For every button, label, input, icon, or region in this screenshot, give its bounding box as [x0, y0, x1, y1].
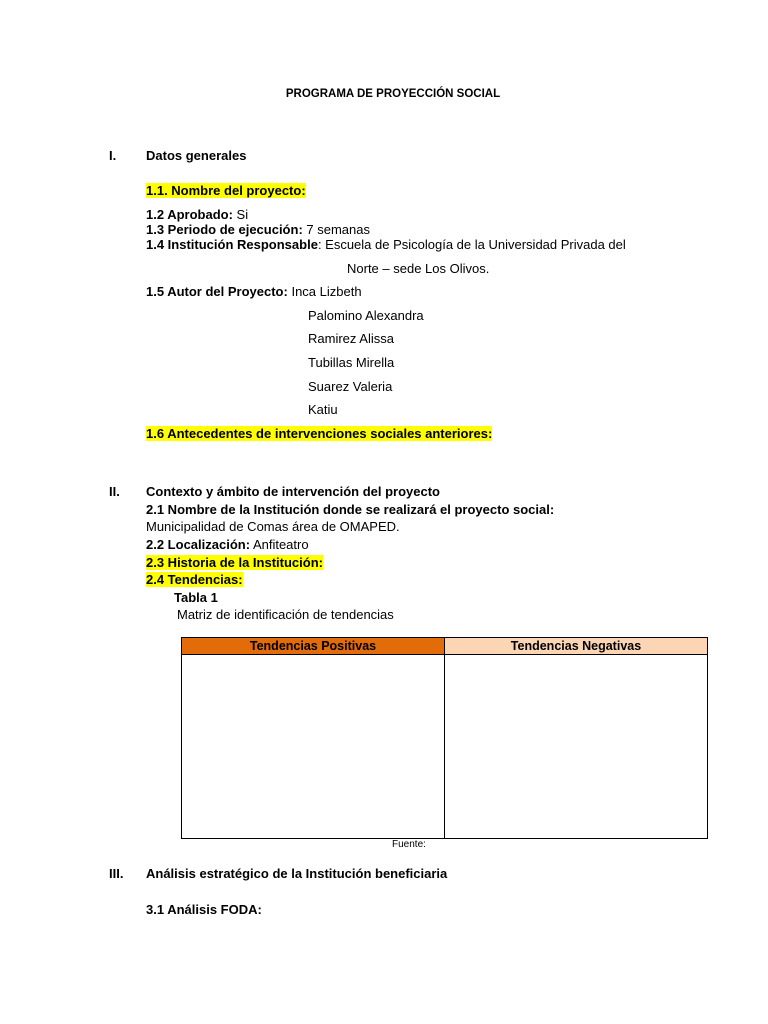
- author-name: Katiu: [308, 402, 338, 417]
- location-label: 2.2 Localización:: [146, 537, 251, 552]
- author-line: [146, 285, 362, 298]
- negative-trends-header: Tendencias Negativas: [445, 638, 708, 655]
- project-name-label: 1.1. Nombre del proyecto:: [146, 183, 306, 198]
- section-3-heading: Análisis estratégico de la Institución beneficiaria: [146, 866, 448, 881]
- institution-line: [146, 238, 626, 251]
- table-source: Fuente:: [392, 839, 426, 850]
- institution-value: : Escuela de Psicología de la Universidad Privada del: [317, 237, 626, 252]
- positive-trends-header: Tendencias Positivas: [182, 638, 445, 655]
- author-name: Inca Lizbeth: [291, 284, 362, 299]
- approved-value: Si: [232, 207, 249, 222]
- trends-table: [181, 637, 708, 839]
- table-label: Tabla 1: [174, 590, 218, 605]
- document-title: PROGRAMA DE PROYECCIÓN SOCIAL: [285, 88, 501, 100]
- institution-name-label: 2.1 Nombre de la Institución donde se realizará el proyecto social:: [146, 502, 555, 517]
- author-label: 1.5 Autor del Proyecto:: [146, 284, 288, 299]
- location-value: Anfiteatro: [250, 537, 309, 552]
- history-label: 2.3 Historia de la Institución:: [146, 555, 323, 570]
- section-2-numeral: II.: [109, 484, 120, 499]
- author-name: Tubillas Mirella: [308, 355, 395, 370]
- section-1-heading: Datos generales: [146, 148, 247, 163]
- period-line: [146, 223, 370, 236]
- period-label: 1.3 Periodo de ejecución:: [146, 222, 303, 237]
- positive-trends-cell: [182, 655, 445, 839]
- author-name: Ramirez Alissa: [308, 331, 394, 346]
- institution-label: 1.4 Institución Responsable: [146, 237, 318, 252]
- foda-label: 3.1 Análisis FODA:: [146, 902, 262, 917]
- author-name: Suarez Valeria: [308, 379, 393, 394]
- author-name: Palomino Alexandra: [308, 308, 424, 323]
- section-1-numeral: I.: [109, 148, 117, 163]
- section-3-numeral: III.: [109, 866, 124, 881]
- negative-trends-cell: [445, 655, 708, 839]
- institution-value-continued: Norte – sede Los Olivos.: [347, 261, 490, 276]
- approved-line: [146, 208, 248, 221]
- section-2-heading: Contexto y ámbito de intervención del proyecto: [146, 484, 440, 499]
- approved-label: 1.2 Aprobado:: [146, 207, 233, 222]
- institution-name-value: Municipalidad de Comas área de OMAPED.: [146, 519, 400, 534]
- table-caption: Matriz de identificación de tendencias: [177, 607, 394, 622]
- location-line: [146, 538, 309, 551]
- period-value: 7 semanas: [302, 222, 370, 237]
- antecedents-label: 1.6 Antecedentes de intervenciones sociales anteriores:: [146, 426, 493, 441]
- trends-label: 2.4 Tendencias:: [146, 572, 243, 587]
